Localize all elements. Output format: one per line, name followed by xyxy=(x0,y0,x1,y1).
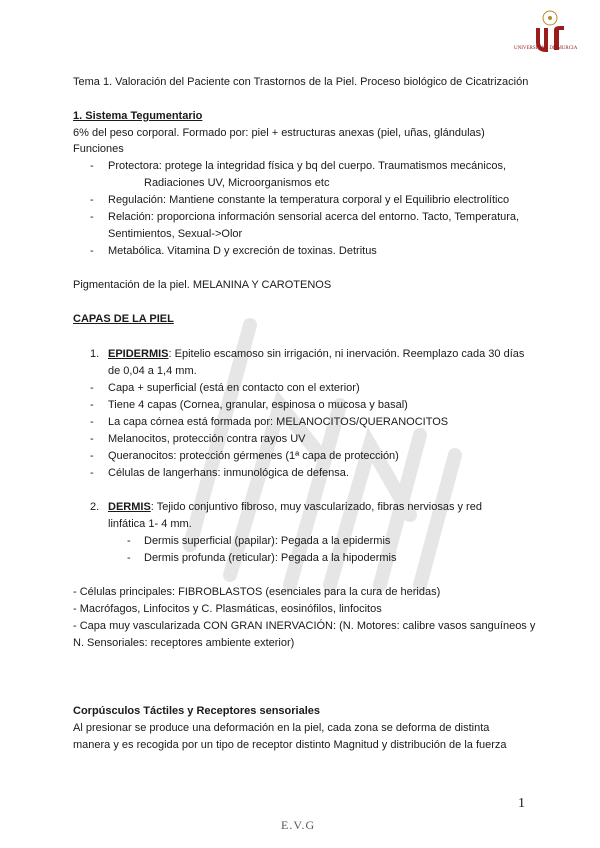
list-item: Capa + superficial (está en contacto con el exterior) xyxy=(108,382,360,394)
bullet-dash: - xyxy=(90,245,94,257)
list-item: Metabólica. Vitamina D y excreción de toxinas. Detritus xyxy=(108,245,377,257)
section-intro: 6% del peso corporal. Formado por: piel + estructuras anexas (piel, uñas, glándulas) xyxy=(73,127,485,139)
cells-line: - Células principales: FIBROBLASTOS (esenciales para la cura de heridas) xyxy=(73,586,441,598)
bullet-dash: - xyxy=(90,467,94,479)
list-item-cont: Sentimientos, Sexual->Olor xyxy=(108,228,243,240)
list-item-cont: Radiaciones UV, Microorganismos etc xyxy=(144,177,330,189)
bullet-dash: - xyxy=(90,160,94,172)
list-number: 2. xyxy=(90,501,100,513)
cells-line: - Macrófagos, Linfocitos y C. Plasmáticas, eosinófilos, linfocitos xyxy=(73,603,382,615)
dermis-term: DERMIS xyxy=(108,501,151,513)
bullet-dash: - xyxy=(90,433,94,445)
bullet-dash: - xyxy=(90,211,94,223)
bullet-dash: - xyxy=(90,450,94,462)
footer-initials: E.V.G xyxy=(281,818,316,832)
section-heading: 1. Sistema Tegumentario xyxy=(73,110,203,122)
list-item: Dermis superficial (papilar): Pegada a la epidermis xyxy=(144,535,391,547)
university-name: UNIVERSIDAD DE MURCIA xyxy=(514,46,578,51)
epidermis-desc: : Epitelio escamoso sin irrigación, ni inervación. Reemplazo cada 30 días xyxy=(168,348,525,360)
list-item: Regulación: Mantiene constante la temperatura corporal y el Equilibrio electrolítico xyxy=(108,194,510,206)
epidermis-term: EPIDERMIS xyxy=(108,348,169,360)
layers-heading: CAPAS DE LA PIEL xyxy=(73,313,174,325)
list-item: La capa córnea está formada por: MELANOCITOS/QUERANOCITOS xyxy=(108,416,449,428)
bullet-dash: - xyxy=(90,194,94,206)
dermis-line xyxy=(108,499,482,515)
bullet-dash: - xyxy=(90,416,94,428)
list-item: Melanocitos, protección contra rayos UV xyxy=(108,433,306,445)
receptors-line: manera y es recogida por un tipo de receptor distinto Magnitud y distribución de la fuerza xyxy=(73,739,507,751)
list-item: Relación: proporciona información sensorial acerca del entorno. Tacto, Temperatura, xyxy=(108,211,520,223)
bullet-dash: - xyxy=(127,535,131,547)
functions-label: Funciones xyxy=(73,143,124,155)
page-number: 1 xyxy=(518,796,525,811)
list-item: Queranocitos: protección gérmenes (1ª capa de protección) xyxy=(108,450,399,462)
cells-line: - Capa muy vascularizada CON GRAN INERVACIÓN: (N. Motores: calibre vasos sanguíneos y xyxy=(73,620,536,632)
list-item: Protectora: protege la integridad física y bq del cuerpo. Traumatismos mecánicos, xyxy=(108,160,507,172)
dermis-desc-cont: linfática 1- 4 mm. xyxy=(108,518,192,530)
bullet-dash: - xyxy=(90,382,94,394)
page-title: Tema 1. Valoración del Paciente con Trastornos de la Piel. Proceso biológico de Cicatrización xyxy=(73,76,529,88)
epidermis-line xyxy=(108,346,524,362)
bullet-dash: - xyxy=(90,399,94,411)
epidermis-desc-cont: de 0,04 a 1,4 mm. xyxy=(108,365,197,377)
pigment-line: Pigmentación de la piel. MELANINA Y CAROTENOS xyxy=(73,279,332,291)
list-number: 1. xyxy=(90,348,100,360)
receptors-heading: Corpúsculos Táctiles y Receptores sensoriales xyxy=(73,705,320,717)
cells-line: N. Sensoriales: receptores ambiente exterior) xyxy=(73,637,295,649)
list-item: Células de langerhans: inmunológica de defensa. xyxy=(108,467,349,479)
list-item: Tiene 4 capas (Cornea, granular, espinosa o mucosa y basal) xyxy=(108,399,408,411)
receptors-line: Al presionar se produce una deformación en la piel, cada zona se deforma de distinta xyxy=(73,722,490,734)
dermis-desc: : Tejido conjuntivo fibroso, muy vascularizado, fibras nerviosas y red xyxy=(150,501,482,513)
bullet-dash: - xyxy=(127,552,131,564)
list-item: Dermis profunda (reticular): Pegada a la hipodermis xyxy=(144,552,397,564)
